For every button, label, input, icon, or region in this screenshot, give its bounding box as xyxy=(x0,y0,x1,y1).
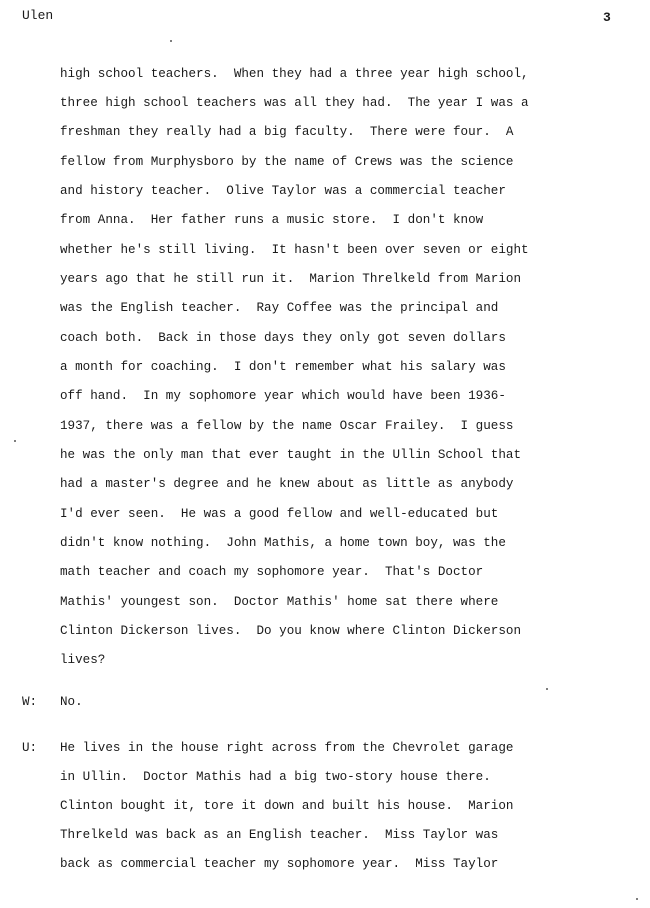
speaker-label-w: W: xyxy=(22,695,38,709)
header-name: Ulen xyxy=(22,8,54,23)
text-line: years ago that he still run it. Marion Threlkeld from Marion xyxy=(60,272,522,286)
text-line: 1937, there was a fellow by the name Oscar Frailey. I guess xyxy=(60,419,514,433)
text-line: I'd ever seen. He was a good fellow and well-educated but xyxy=(60,507,499,521)
text-line: had a master's degree and he knew about as little as anybody xyxy=(60,477,514,491)
text-line: coach both. Back in those days they only got seven dollars xyxy=(60,331,506,345)
text-line: a month for coaching. I don't remember what his salary was xyxy=(60,360,506,374)
text-line: Mathis' youngest son. Doctor Mathis' home sat there where xyxy=(60,595,499,609)
text-line: in Ullin. Doctor Mathis had a big two-story house there. xyxy=(60,770,491,784)
text-line: freshman they really had a big faculty. There were four. A xyxy=(60,125,514,139)
text-line: from Anna. Her father runs a music store. I don't know xyxy=(60,213,484,227)
text-line: he was the only man that ever taught in the Ullin School that xyxy=(60,448,522,462)
text-line: math teacher and coach my sophomore year. That's Doctor xyxy=(60,565,484,579)
scan-speck xyxy=(14,440,16,442)
scan-speck xyxy=(170,40,172,42)
text-line: high school teachers. When they had a three year high school, xyxy=(60,67,529,81)
text-line: didn't know nothing. John Mathis, a home town boy, was the xyxy=(60,536,506,550)
text-line: He lives in the house right across from the Chevrolet garage xyxy=(60,741,514,755)
text-line: three high school teachers was all they had. The year I was a xyxy=(60,96,529,110)
page-number: 3 xyxy=(603,10,611,25)
scan-speck xyxy=(546,688,548,690)
text-line: Clinton bought it, tore it down and built his house. Marion xyxy=(60,799,514,813)
speaker-label-u: U: xyxy=(22,741,38,755)
text-line: fellow from Murphysboro by the name of Crews was the science xyxy=(60,155,514,169)
text-line: was the English teacher. Ray Coffee was the principal and xyxy=(60,301,499,315)
text-line: Clinton Dickerson lives. Do you know where Clinton Dickerson xyxy=(60,624,522,638)
scan-speck xyxy=(636,898,638,900)
text-line: Threlkeld was back as an English teacher. Miss Taylor was xyxy=(60,828,499,842)
text-line: back as commercial teacher my sophomore year. Miss Taylor xyxy=(60,857,499,871)
text-line: whether he's still living. It hasn't been over seven or eight xyxy=(60,243,529,257)
text-line: and history teacher. Olive Taylor was a commercial teacher xyxy=(60,184,506,198)
text-line: No. xyxy=(60,695,83,709)
text-line: lives? xyxy=(60,653,106,667)
text-line: off hand. In my sophomore year which would have been 1936- xyxy=(60,389,506,403)
